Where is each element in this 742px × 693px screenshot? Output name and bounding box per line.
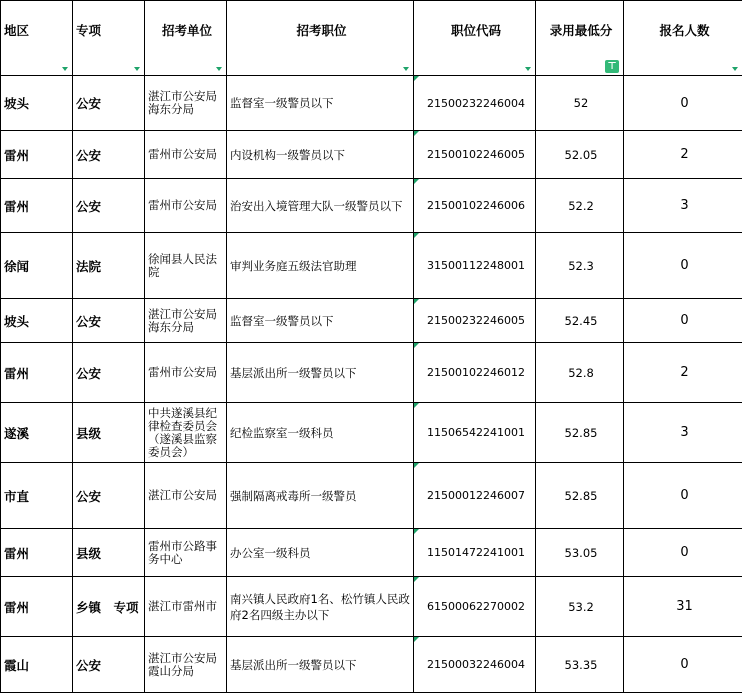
code-cell-text: 31500112248001: [427, 259, 525, 272]
header-row: [1, 1, 742, 76]
category-cell-text: 公安: [76, 314, 101, 329]
filter-dropdown-icon[interactable]: [134, 67, 140, 71]
unit-cell[interactable]: [145, 76, 227, 131]
filter-dropdown-icon[interactable]: [216, 67, 222, 71]
applicants-cell-text: 0: [680, 313, 688, 328]
category-cell[interactable]: [73, 463, 145, 529]
min-score-cell-text: 52.2: [568, 199, 594, 213]
category-cell[interactable]: [73, 577, 145, 637]
min-score-cell[interactable]: [536, 637, 624, 693]
code-cell-text: 21500232246005: [427, 314, 525, 327]
min-score-cell[interactable]: [536, 343, 624, 403]
region-cell-text: 雷州: [4, 199, 29, 214]
applicants-cell-text: 0: [680, 258, 688, 273]
code-cell[interactable]: [414, 463, 536, 529]
position-cell[interactable]: [227, 76, 414, 131]
code-cell-text: 11501472241001: [427, 546, 525, 559]
category-cell[interactable]: [73, 529, 145, 577]
header-category[interactable]: 专项: [73, 1, 145, 76]
applicants-cell[interactable]: [624, 131, 742, 179]
position-cell-text: 强制隔离戒毒所一级警员: [230, 489, 357, 503]
category-cell-text: 公安: [76, 96, 101, 111]
region-cell-text: 遂溪: [4, 426, 29, 441]
code-cell-text: 21500232246004: [427, 97, 525, 110]
filter-dropdown-icon[interactable]: [62, 67, 68, 71]
table-row: [1, 299, 742, 343]
applicants-cell[interactable]: [624, 299, 742, 343]
unit-cell[interactable]: [145, 403, 227, 463]
applicants-cell[interactable]: [624, 403, 742, 463]
min-score-cell[interactable]: [536, 463, 624, 529]
position-cell[interactable]: [227, 529, 414, 577]
text-number-marker-icon: [414, 529, 419, 534]
header-applicants[interactable]: 报名人数: [624, 1, 742, 76]
text-number-marker-icon: [414, 299, 419, 304]
position-cell[interactable]: [227, 343, 414, 403]
text-number-marker-icon: [414, 179, 419, 184]
applicants-cell[interactable]: [624, 179, 742, 233]
min-score-cell-text: 52.45: [565, 314, 598, 328]
position-cell-text: 审判业务庭五级法官助理: [230, 259, 357, 273]
code-cell[interactable]: [414, 343, 536, 403]
region-cell-text: 雷州: [4, 600, 29, 615]
applicants-cell-text: 0: [680, 545, 688, 560]
min-score-cell-text: 53.2: [568, 600, 594, 614]
code-cell-text: 11506542241001: [427, 426, 525, 439]
min-score-cell-text: 52.85: [565, 489, 598, 503]
region-cell[interactable]: [1, 577, 73, 637]
applicants-cell[interactable]: [624, 233, 742, 299]
table-row: [1, 131, 742, 179]
position-cell-text: 南兴镇人民政府1名、松竹镇人民政府2名四级主办以下: [230, 592, 410, 622]
unit-cell[interactable]: [145, 131, 227, 179]
category-cell-text: 公安: [76, 658, 101, 673]
min-score-cell[interactable]: [536, 529, 624, 577]
min-score-cell-text: 52: [574, 96, 589, 110]
table-row: [1, 179, 742, 233]
category-cell-text: 乡镇 专项: [76, 600, 139, 615]
unit-cell-text: 湛江市公安局海东分局: [148, 307, 217, 334]
category-cell-text: 公安: [76, 489, 101, 504]
applicants-cell[interactable]: [624, 463, 742, 529]
applicants-cell-text: 3: [680, 198, 688, 213]
filter-dropdown-icon[interactable]: [525, 67, 531, 71]
code-cell[interactable]: [414, 76, 536, 131]
min-score-cell[interactable]: [536, 131, 624, 179]
category-cell[interactable]: [73, 179, 145, 233]
position-cell[interactable]: [227, 131, 414, 179]
code-cell-text: 61500062270002: [427, 600, 525, 613]
unit-cell-text: 湛江市公安局海东分局: [148, 89, 217, 116]
min-score-cell-text: 53.35: [565, 658, 598, 672]
active-filter-icon[interactable]: ⊤: [605, 60, 619, 73]
position-cell-text: 监督室一级警员以下: [230, 96, 334, 110]
applicants-cell[interactable]: [624, 577, 742, 637]
header-position[interactable]: 招考职位: [227, 1, 414, 76]
code-cell[interactable]: [414, 577, 536, 637]
region-cell-text: 霞山: [4, 658, 29, 673]
code-cell[interactable]: [414, 233, 536, 299]
position-cell-text: 办公室一级科员: [230, 546, 311, 560]
min-score-cell-text: 52.05: [565, 148, 598, 162]
region-cell[interactable]: [1, 76, 73, 131]
table-row: [1, 343, 742, 403]
category-cell[interactable]: [73, 233, 145, 299]
category-cell-text: 公安: [76, 148, 101, 163]
position-cell[interactable]: [227, 179, 414, 233]
min-score-cell[interactable]: [536, 299, 624, 343]
category-cell[interactable]: [73, 637, 145, 693]
min-score-cell-text: 52.3: [568, 259, 594, 273]
code-cell-text: 21500012246007: [427, 489, 525, 502]
text-number-marker-icon: [414, 131, 419, 136]
region-cell[interactable]: [1, 131, 73, 179]
unit-cell[interactable]: [145, 577, 227, 637]
unit-cell-text: 湛江市雷州市: [148, 599, 217, 613]
applicants-cell[interactable]: [624, 637, 742, 693]
position-cell-text: 内设机构一级警员以下: [230, 148, 345, 162]
text-number-marker-icon: [414, 233, 419, 238]
applicants-cell-text: 2: [680, 365, 688, 380]
table-row: [1, 403, 742, 463]
position-cell-text: 监督室一级警员以下: [230, 314, 334, 328]
unit-cell-text: 湛江市公安局: [148, 488, 217, 502]
min-score-cell[interactable]: [536, 76, 624, 131]
applicants-cell-text: 31: [676, 599, 693, 614]
min-score-cell-text: 53.05: [565, 546, 598, 560]
unit-cell-text: 雷州市公安局: [148, 198, 217, 212]
unit-cell[interactable]: [145, 179, 227, 233]
region-cell[interactable]: [1, 343, 73, 403]
region-cell[interactable]: [1, 179, 73, 233]
applicants-cell-text: 0: [680, 488, 688, 503]
category-cell-text: 公安: [76, 199, 101, 214]
position-cell-text: 纪检监察室一级科员: [230, 426, 334, 440]
applicants-cell-text: 2: [680, 147, 688, 162]
code-cell[interactable]: [414, 637, 536, 693]
table-row: [1, 637, 742, 693]
header-code[interactable]: 职位代码: [414, 1, 536, 76]
unit-cell-text: 中共遂溪县纪律检查委员会（遂溪县监察委员会）: [148, 406, 217, 459]
text-number-marker-icon: [414, 463, 419, 468]
unit-cell-text: 雷州市公路事务中心: [148, 539, 217, 566]
region-cell[interactable]: [1, 463, 73, 529]
region-cell-text: 雷州: [4, 366, 29, 381]
code-cell-text: 21500102246006: [427, 199, 525, 212]
min-score-cell-text: 52.85: [565, 426, 598, 440]
table-row: [1, 76, 742, 131]
filter-dropdown-icon[interactable]: [732, 67, 738, 71]
region-cell[interactable]: [1, 233, 73, 299]
applicants-cell[interactable]: [624, 343, 742, 403]
min-score-cell[interactable]: [536, 233, 624, 299]
region-cell-text: 市直: [4, 489, 29, 504]
unit-cell-text: 雷州市公安局: [148, 147, 217, 161]
position-cell[interactable]: [227, 637, 414, 693]
unit-cell[interactable]: [145, 233, 227, 299]
region-cell-text: 徐闻: [4, 259, 29, 274]
code-cell-text: 21500032246004: [427, 658, 525, 671]
position-cell-text: 基层派出所一级警员以下: [230, 658, 357, 672]
unit-cell[interactable]: [145, 343, 227, 403]
code-cell-text: 21500102246012: [427, 366, 525, 379]
text-number-marker-icon: [414, 343, 419, 348]
unit-cell[interactable]: [145, 637, 227, 693]
category-cell[interactable]: [73, 343, 145, 403]
code-cell[interactable]: [414, 403, 536, 463]
text-number-marker-icon: [414, 577, 419, 582]
category-cell[interactable]: [73, 403, 145, 463]
code-cell[interactable]: [414, 179, 536, 233]
region-cell-text: 坡头: [4, 314, 29, 329]
region-cell[interactable]: [1, 637, 73, 693]
unit-cell-text: 雷州市公安局: [148, 365, 217, 379]
min-score-cell[interactable]: [536, 403, 624, 463]
code-cell-text: 21500102246005: [427, 148, 525, 161]
region-cell[interactable]: [1, 529, 73, 577]
category-cell[interactable]: [73, 131, 145, 179]
code-cell[interactable]: [414, 299, 536, 343]
unit-cell-text: 湛江市公安局霞山分局: [148, 651, 217, 678]
position-cell[interactable]: [227, 233, 414, 299]
category-cell[interactable]: [73, 76, 145, 131]
region-cell-text: 雷州: [4, 148, 29, 163]
header-unit[interactable]: 招考单位: [145, 1, 227, 76]
table-row: [1, 463, 742, 529]
region-cell-text: 雷州: [4, 546, 29, 561]
position-cell-text: 基层派出所一级警员以下: [230, 366, 357, 380]
applicants-cell[interactable]: [624, 529, 742, 577]
min-score-cell[interactable]: [536, 179, 624, 233]
unit-cell[interactable]: [145, 299, 227, 343]
applicants-cell-text: 0: [680, 657, 688, 672]
applicants-cell[interactable]: [624, 76, 742, 131]
position-cell[interactable]: [227, 577, 414, 637]
position-cell[interactable]: [227, 463, 414, 529]
applicants-cell-text: 0: [680, 96, 688, 111]
code-cell[interactable]: [414, 131, 536, 179]
position-cell[interactable]: [227, 299, 414, 343]
table-row: [1, 577, 742, 637]
unit-cell[interactable]: [145, 529, 227, 577]
unit-cell[interactable]: [145, 463, 227, 529]
header-min-score[interactable]: 录用最低分 ⊤: [536, 1, 624, 76]
region-cell[interactable]: [1, 299, 73, 343]
header-region[interactable]: 地区: [1, 1, 73, 76]
code-cell[interactable]: [414, 529, 536, 577]
category-cell-text: 县级: [76, 546, 101, 561]
min-score-cell[interactable]: [536, 577, 624, 637]
position-cell-text: 治安出入境管理大队一级警员以下: [230, 199, 403, 213]
text-number-marker-icon: [414, 403, 419, 408]
table-row: [1, 529, 742, 577]
region-cell-text: 坡头: [4, 96, 29, 111]
applicants-cell-text: 3: [680, 425, 688, 440]
text-number-marker-icon: [414, 76, 419, 81]
unit-cell-text: 徐闻县人民法院: [148, 252, 217, 279]
position-cell[interactable]: [227, 403, 414, 463]
table-row: [1, 233, 742, 299]
category-cell-text: 法院: [76, 259, 101, 274]
text-number-marker-icon: [414, 637, 419, 642]
region-cell[interactable]: [1, 403, 73, 463]
min-score-cell-text: 52.8: [568, 366, 594, 380]
category-cell-text: 县级: [76, 426, 101, 441]
category-cell-text: 公安: [76, 366, 101, 381]
category-cell[interactable]: [73, 299, 145, 343]
filter-dropdown-icon[interactable]: [403, 67, 409, 71]
